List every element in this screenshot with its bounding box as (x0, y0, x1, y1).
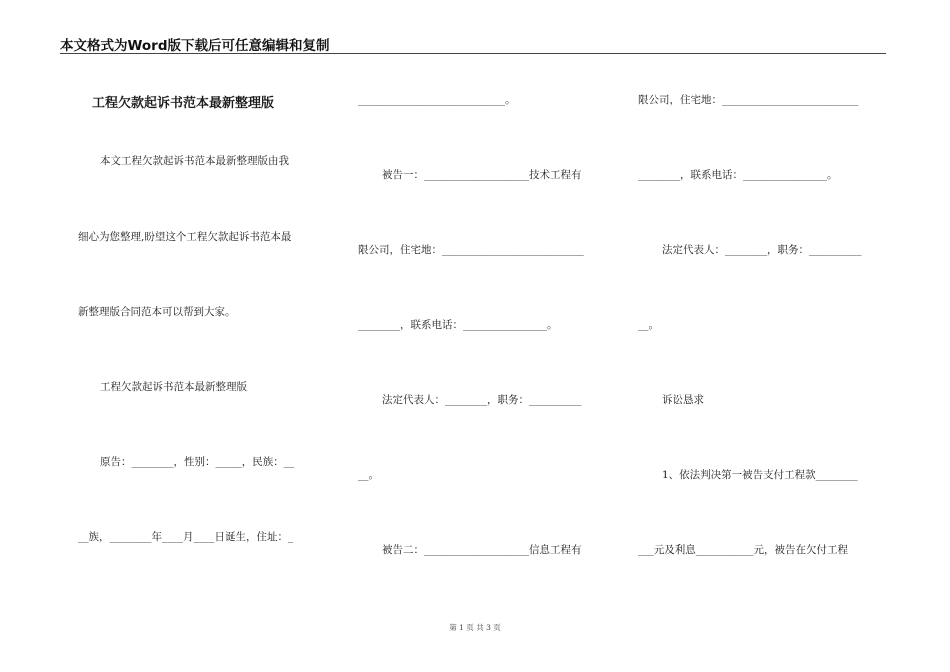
paragraph-line: __族，________年____月____日诞生，住址：_ (78, 531, 294, 543)
paragraph-line: __。 (638, 319, 659, 331)
paragraph-line: 原告：________，性别：_____，民族：__ (100, 456, 295, 468)
paragraph-line: 限公司，住宅地：__________________________ (638, 94, 859, 106)
paragraph-line: ________，联系电话：________________。 (358, 319, 558, 331)
paragraph-line: 1、依法判决第一被告支付工程款________ (662, 469, 858, 481)
paragraph-line: ____________________________。 (358, 94, 516, 106)
paragraph-line: ________，联系电话：________________。 (638, 169, 838, 181)
paragraph-line: 诉讼恳求 (662, 394, 704, 406)
paragraph-line: 细心为您整理,盼望这个工程欠款起诉书范本最 (78, 231, 292, 243)
paragraph-line: ___元及利息___________元，被告在欠付工程 (638, 544, 848, 556)
paragraph-line: 新整理版合同范本可以帮到大家。 (78, 306, 236, 318)
paragraph-line: 被告二：____________________信息工程有 (382, 544, 582, 556)
paragraph-line: __。 (358, 469, 379, 481)
paragraph-line: 法定代表人：________，职务：__________ (382, 394, 582, 406)
paragraph-line: 被告一：____________________技术工程有 (382, 169, 582, 181)
paragraph-line: 本文工程欠款起诉书范本最新整理版由我 (100, 155, 289, 167)
paragraph-line: 法定代表人：________，职务：__________ (662, 244, 862, 256)
document-header: 本文格式为Word版下载后可任意编辑和复制 (60, 38, 330, 54)
page-number: 第 1 页 共 3 页 (449, 623, 501, 632)
paragraph-line: 限公司，住宅地：___________________________ (358, 244, 584, 256)
header-rule (60, 53, 886, 54)
paragraph-line: 工程欠款起诉书范本最新整理版 (100, 381, 247, 393)
document-title: 工程欠款起诉书范本最新整理版 (92, 96, 275, 111)
